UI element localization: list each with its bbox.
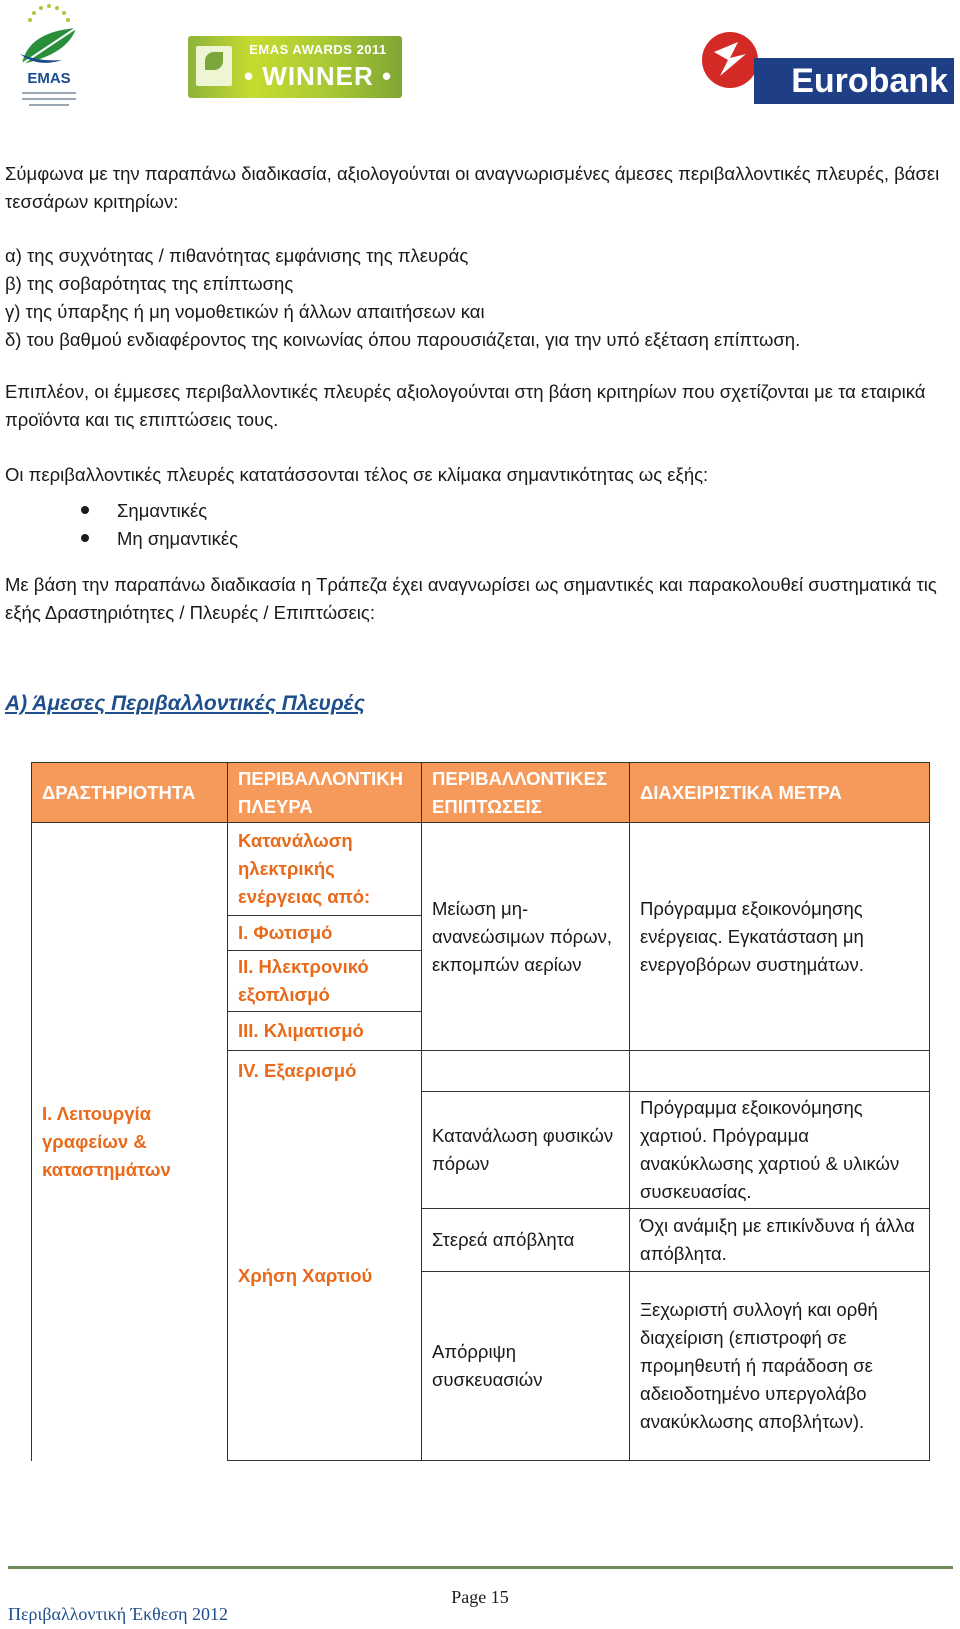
- footer-divider: [8, 1566, 953, 1569]
- header-aspect: ΠΕΡΙΒΑΛΛΟΝΤΙΚΗ ΠΛΕΥΡΑ: [228, 763, 422, 823]
- criterion-b: β) της σοβαρότητας της επίπτωσης: [5, 273, 294, 294]
- emas-award-badge: [188, 36, 402, 98]
- award-leaf-icon: [196, 46, 232, 86]
- indirect-aspects-paragraph: Επιπλέον, οι έμμεσες περιβαλλοντικές πλευρές αξιολογούνται στη βάση κριτηρίων που σχετίζονται με τα εταιρικά προϊόντα και τις επιπτώσεις τους.: [5, 381, 926, 430]
- paper-aspect-cell: Χρήση Χαρτιού: [228, 1092, 422, 1461]
- award-winner: • WINNER •: [243, 61, 393, 91]
- award-title: EMAS AWARDS 2011: [249, 42, 387, 57]
- paper-impact-cell: Στερεά απόβλητα: [422, 1209, 630, 1272]
- energy-item: Ι. Φωτισμό: [228, 916, 422, 951]
- header-activity: ΔΡΑΣΤΗΡΙΟΤΗΤΑ: [32, 763, 228, 823]
- eurobank-logo: [700, 24, 954, 104]
- page-header: [0, 0, 960, 135]
- energy-item: ΙΙΙ. Κλιματισμό: [228, 1012, 422, 1051]
- emas-logo: [14, 4, 84, 122]
- paper-impact-cell: Απόρριψη συσκευασιών: [422, 1272, 630, 1461]
- paper-measure-cell: Ξεχωριστή συλλογή και ορθή διαχείριση (επιστροφή σε προμηθευτή ή παράδοση σε αδειοδοτημένο υπεργολάβο ανακύκλωσης αποβλήτων).: [630, 1272, 930, 1461]
- header-impacts: ΠΕΡΙΒΑΛΛΟΝΤΙΚΕΣ ΕΠΙΠΤΩΣΕΙΣ: [422, 763, 630, 823]
- page-number: Page 15: [451, 1587, 509, 1607]
- energy-item: IV. Εξαερισμό: [228, 1051, 422, 1092]
- paper-measure-cell: Όχι ανάμιξη με επικίνδυνα ή άλλα απόβλητα.: [630, 1209, 930, 1272]
- energy-measure-cell: Πρόγραμμα εξοικονόμησης ενέργειας. Εγκατάσταση μη ενεργοβόρων συστημάτων.: [630, 823, 930, 1051]
- environmental-aspects-table: [31, 762, 930, 1461]
- bullet-icon: [81, 534, 89, 542]
- emas-leaf-icon: [18, 24, 80, 68]
- criteria-list: [5, 242, 960, 354]
- criterion-d: δ) του βαθμού ενδιαφέροντος της κοινωνίας όπου παρουσιάζεται, για την υπό εξέταση επίπτωση.: [5, 329, 801, 350]
- criterion-a: α) της συχνότητας / πιθανότητας εμφάνισης της πλευράς: [5, 245, 469, 266]
- table-row: [32, 823, 930, 916]
- scale-item: Σημαντικές: [5, 497, 905, 525]
- intro-paragraph: Σύμφωνα με την παραπάνω διαδικασία, αξιολογούνται οι αναγνωρισμένες άμεσες περιβαλλοντικές πλευρές, βάσει τεσσάρων κριτηρίων:: [5, 163, 940, 212]
- monitoring-paragraph: Με βάση την παραπάνω διαδικασία η Τράπεζα έχει αναγνωρίσει ως σημαντικές και παρακολουθεί συστηματικά τις εξής Δραστηριότητες / Πλευρές / Επιπτώσεις:: [5, 574, 937, 623]
- section-heading: Α) Άμεσες Περιβαλλοντικές Πλευρές: [5, 692, 365, 715]
- paper-measure-cell: Πρόγραμμα εξοικονόμησης χαρτιού. Πρόγραμμα ανακύκλωσης χαρτιού & υλικών συσκευασίας.: [630, 1092, 930, 1209]
- energy-item: ΙΙ. Ηλεκτρονικό εξοπλισμό: [228, 951, 422, 1012]
- bullet-icon: [81, 506, 89, 514]
- activity-cell: Ι. Λειτουργία γραφείων & καταστημάτων: [32, 823, 228, 1461]
- energy-aspect-cell: Κατανάλωση ηλεκτρικής ενέργειας από:: [228, 823, 422, 916]
- paper-impact-cell: Κατανάλωση φυσικών πόρων: [422, 1092, 630, 1209]
- significance-scale-list: [5, 497, 905, 553]
- header-measures: ΔΙΑΧΕΙΡΙΣΤΙΚΑ ΜΕΤΡΑ: [630, 763, 930, 823]
- table-header-row: [32, 763, 930, 823]
- scale-item: Μη σημαντικές: [5, 525, 905, 553]
- eu-stars-icon: [24, 4, 74, 26]
- criterion-c: γ) της ύπαρξης ή μη νομοθετικών ή άλλων απαιτήσεων και: [5, 301, 485, 322]
- document-title: Περιβαλλοντική Έκθεση 2012: [8, 1604, 228, 1624]
- energy-impact-cell: Μείωση μη-ανανεώσιμων πόρων, εκπομπών αερίων: [422, 823, 630, 1051]
- emas-logo-text: EMAS: [27, 70, 71, 87]
- scale-intro: Οι περιβαλλοντικές πλευρές κατατάσσονται τέλος σε κλίμακα σημαντικότητας ως εξής:: [5, 464, 709, 485]
- eurobank-wordmark: Eurobank: [754, 58, 954, 104]
